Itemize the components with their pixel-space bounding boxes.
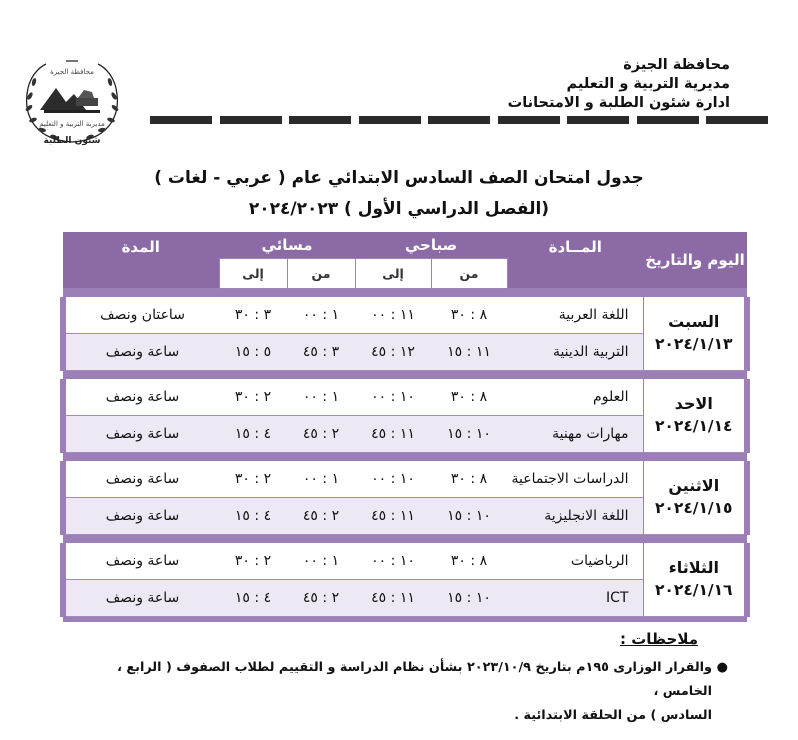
notes-line-2: السادس ) من الحلقة الابتدائية .: [514, 708, 712, 723]
header-duration: المدة: [63, 232, 219, 288]
page-title: جدول امتحان الصف السادس الابتدائي عام ( عربي - لغات ): [154, 168, 644, 188]
duration-cell: ساعة ونصف: [63, 543, 219, 580]
duration-cell: ساعة ونصف: [63, 497, 219, 534]
header-morning: صباحي: [355, 232, 507, 259]
pm-to-cell: ٤ : ١٥: [219, 415, 287, 452]
duration-cell: ساعة ونصف: [63, 579, 219, 616]
day-name: الثلاثاء: [668, 558, 719, 577]
subject-cell: ICT: [507, 579, 643, 616]
duration-cell: ساعتان ونصف: [63, 297, 219, 334]
table-row: [63, 543, 747, 580]
am-from-cell: ١٠ : ١٥: [431, 415, 507, 452]
day-name: الاثنين: [668, 476, 720, 495]
subject-cell: التربية الدينية: [507, 333, 643, 370]
day-date: ٢٠٢٤/١/١٣: [654, 335, 733, 353]
am-from-cell: ٨ : ٣٠: [431, 297, 507, 334]
am-from-cell: ٨ : ٣٠: [431, 379, 507, 416]
day-date: ٢٠٢٤/١/١٥: [654, 499, 733, 517]
pm-to-cell: ٥ : ١٥: [219, 333, 287, 370]
subject-cell: اللغة العربية: [507, 297, 643, 334]
pm-from-cell: ٣ : ٤٥: [287, 333, 355, 370]
exam-schedule-table: [60, 232, 750, 622]
am-to-cell: ١٢ : ٤٥: [355, 333, 431, 370]
logo-text-mid: مديرية التربية و التعليم: [39, 120, 105, 128]
day-date: ٢٠٢٤/١/١٦: [654, 581, 733, 599]
header-pm-to: إلى: [219, 259, 287, 288]
duration-cell: ساعة ونصف: [63, 461, 219, 498]
subject-cell: مهارات مهنية: [507, 415, 643, 452]
subject-cell: اللغة الانجليزية: [507, 497, 643, 534]
duration-cell: ساعة ونصف: [63, 333, 219, 370]
table-row: [63, 461, 747, 498]
am-to-cell: ١١ : ٤٥: [355, 415, 431, 452]
am-to-cell: ١١ : ٤٥: [355, 579, 431, 616]
am-from-cell: ١٠ : ١٥: [431, 579, 507, 616]
pm-from-cell: ١ : ٠٠: [287, 543, 355, 580]
pm-to-cell: ٤ : ١٥: [219, 579, 287, 616]
header-subject: المــادة: [507, 232, 643, 288]
header-pm-from: من: [287, 259, 355, 288]
duration-cell: ساعة ونصف: [63, 415, 219, 452]
am-to-cell: ١١ : ٤٥: [355, 497, 431, 534]
logo-text-top: محافظة الجيزة: [50, 68, 94, 76]
am-from-cell: ٨ : ٣٠: [431, 543, 507, 580]
notes-line-1: والقرار الوزارى ١٩٥م بتاريخ ٢٠٢٣/١٠/٩ بشأن نظام الدراسة و التقييم لطلاب الصفوف ( الرابع ، الخامس ،: [117, 660, 712, 699]
pm-from-cell: ٢ : ٤٥: [287, 415, 355, 452]
notes-body: [92, 656, 728, 728]
am-to-cell: ١٠ : ٠٠: [355, 461, 431, 498]
am-from-cell: ١٠ : ١٥: [431, 497, 507, 534]
table-row: [63, 297, 747, 334]
pm-to-cell: ٢ : ٣٠: [219, 543, 287, 580]
header-block: [470, 56, 730, 113]
am-from-cell: ١١ : ١٥: [431, 333, 507, 370]
header-divider: [150, 116, 768, 125]
notes-title: ملاحظات :: [619, 630, 698, 648]
am-to-cell: ١٠ : ٠٠: [355, 543, 431, 580]
table-bottom-border: [63, 616, 747, 622]
header-evening: مسائي: [219, 232, 355, 259]
table-row: [63, 379, 747, 416]
pm-to-cell: ٢ : ٣٠: [219, 379, 287, 416]
directorate-logo: [12, 58, 132, 150]
pm-from-cell: ١ : ٠٠: [287, 461, 355, 498]
subject-cell: الدراسات الاجتماعية: [507, 461, 643, 498]
day-separator: [63, 370, 747, 379]
pm-to-cell: ٢ : ٣٠: [219, 461, 287, 498]
header-am-from: من: [431, 259, 507, 288]
page-subtitle: (الفصل الدراسي الأول ) ٢٠٢٤/٢٠٢٣: [248, 199, 550, 219]
directorate-name: مديرية التربية و التعليم: [566, 76, 730, 92]
header-am-to: إلى: [355, 259, 431, 288]
header-day-label: اليوم والتاريخ: [645, 251, 745, 269]
department-name: ادارة شئون الطلبة و الامتحانات: [507, 95, 730, 111]
pm-to-cell: ٣ : ٣٠: [219, 297, 287, 334]
am-to-cell: ١٠ : ٠٠: [355, 379, 431, 416]
am-from-cell: ٨ : ٣٠: [431, 461, 507, 498]
pm-from-cell: ٢ : ٤٥: [287, 579, 355, 616]
day-date: ٢٠٢٤/١/١٤: [654, 417, 733, 435]
subject-cell: الرياضيات: [507, 543, 643, 580]
bullet-icon: ●: [716, 660, 728, 675]
day-separator: [63, 534, 747, 543]
pm-to-cell: ٤ : ١٥: [219, 497, 287, 534]
day-cell: [643, 461, 747, 535]
pm-from-cell: ١ : ٠٠: [287, 297, 355, 334]
pm-from-cell: ٢ : ٤٥: [287, 497, 355, 534]
logo-text-bottom: شئون الطلبة: [43, 136, 101, 146]
pm-from-cell: ١ : ٠٠: [287, 379, 355, 416]
header-day-date: [643, 232, 747, 288]
day-cell: [643, 297, 747, 371]
day-cell: [643, 379, 747, 453]
day-separator: [63, 288, 747, 297]
day-name: السبت: [668, 312, 720, 331]
am-to-cell: ١١ : ٠٠: [355, 297, 431, 334]
day-separator: [63, 452, 747, 461]
day-cell: [643, 543, 747, 617]
subject-cell: العلوم: [507, 379, 643, 416]
day-name: الاحد: [674, 394, 713, 413]
duration-cell: ساعة ونصف: [63, 379, 219, 416]
governorate-name: محافظة الجيزة: [623, 57, 730, 73]
schedule-body: [63, 288, 747, 622]
